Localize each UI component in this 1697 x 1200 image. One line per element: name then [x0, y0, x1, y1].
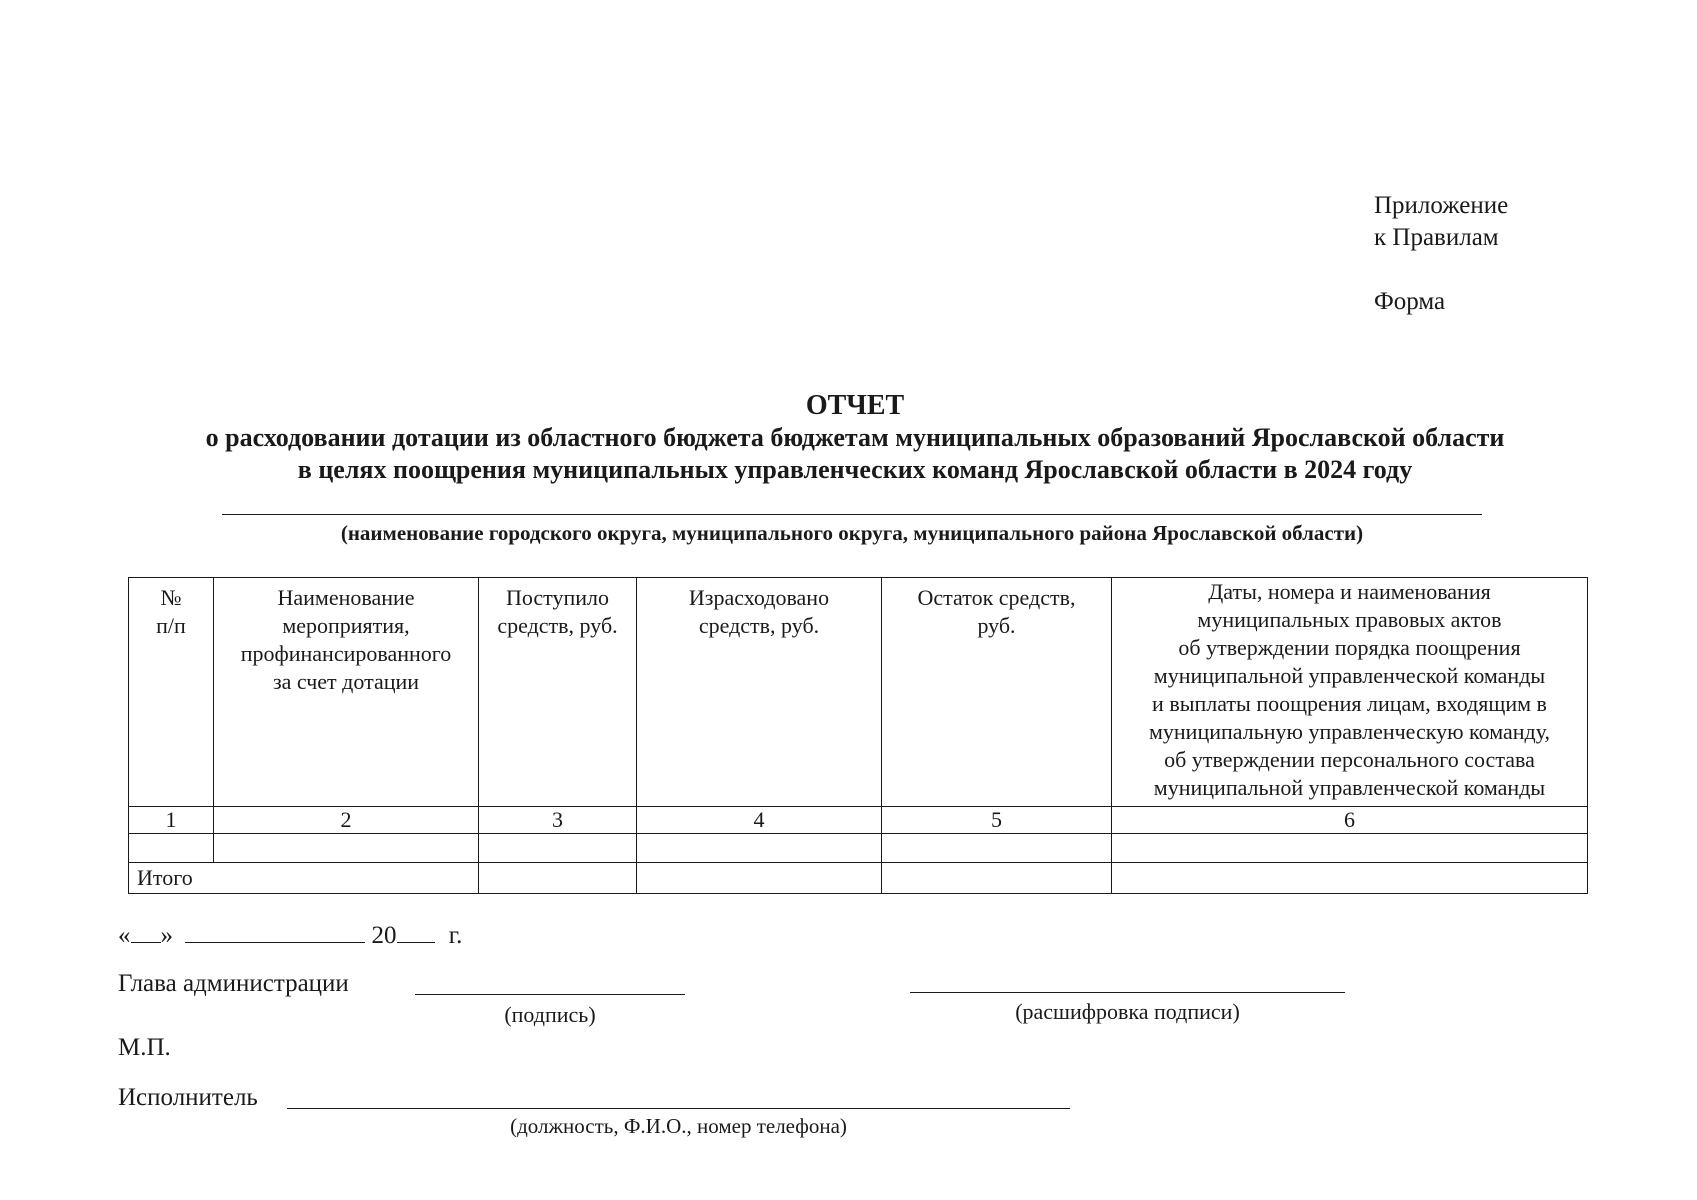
table-cell[interactable]	[129, 834, 214, 863]
column-header-line: Даты, номера и наименования	[1208, 579, 1491, 604]
executor-line[interactable]	[287, 1108, 1070, 1109]
column-header-line: руб.	[977, 613, 1016, 638]
column-numbers-row	[129, 807, 1588, 834]
col-header-spent	[637, 578, 882, 807]
signature-decoding-line[interactable]	[910, 992, 1345, 993]
column-header-line: №	[160, 585, 182, 610]
col-header-number	[129, 578, 214, 807]
column-header-line: Израсходовано	[688, 585, 830, 610]
table-cell[interactable]	[637, 834, 882, 863]
column-number: 2	[214, 807, 479, 834]
stamp-place-label: М.П.	[118, 1034, 171, 1061]
column-header-line: муниципальную управленческую команду,	[1148, 719, 1551, 744]
column-number: 6	[1112, 807, 1588, 834]
col-header-activity	[214, 578, 479, 807]
year-prefix: 20	[371, 922, 397, 949]
col-header-legal-acts	[1112, 578, 1588, 807]
day-blank[interactable]	[131, 920, 161, 943]
form-label: Форма	[1374, 288, 1446, 315]
total-received-cell[interactable]	[479, 863, 637, 894]
executor-caption: (должность, Ф.И.О., номер телефона)	[510, 1114, 847, 1138]
year-suffix: г.	[448, 922, 463, 949]
table-cell[interactable]	[882, 834, 1112, 863]
appendix-block	[1374, 190, 1508, 254]
municipality-fill-line	[222, 514, 1482, 515]
column-header-line: об утверждении порядка поощрения	[1178, 635, 1521, 660]
table-cell[interactable]	[214, 834, 479, 863]
column-header-line: и выплаты поощрения лицам, входящим в	[1152, 691, 1547, 716]
total-balance-cell[interactable]	[882, 863, 1112, 894]
column-header-line: средств, руб.	[698, 613, 820, 638]
column-number: 5	[882, 807, 1112, 834]
column-number: 4	[637, 807, 882, 834]
column-header-line: Остаток средств,	[917, 585, 1076, 610]
column-header-line: Наименование	[277, 585, 415, 610]
year-blank[interactable]	[397, 920, 435, 943]
table-header-row	[129, 578, 1588, 807]
total-row	[129, 863, 1588, 894]
column-header-line: мероприятия,	[282, 613, 410, 638]
column-header-line: муниципальной управленческой команды	[1153, 663, 1546, 688]
appendix-label: Приложение	[1374, 192, 1509, 219]
signature-line[interactable]	[415, 994, 685, 995]
date-close-quote: »	[160, 922, 173, 949]
col-header-balance	[882, 578, 1112, 807]
table-cell[interactable]	[479, 834, 637, 863]
table-row	[129, 834, 1588, 863]
report-title: ОТЧЕТ	[805, 390, 905, 421]
column-header-line: муниципальной управленческой команды	[1153, 775, 1546, 800]
appendix-reference: к Правилам	[1374, 224, 1499, 251]
total-spent-cell[interactable]	[637, 863, 882, 894]
municipality-caption: (наименование городского округа, муниципального округа, муниципального района Ярославской области)	[340, 521, 1364, 545]
head-of-administration-label: Глава администрации	[118, 970, 349, 997]
column-number: 3	[479, 807, 637, 834]
date-open-quote: «	[118, 922, 131, 949]
table-cell[interactable]	[1112, 834, 1588, 863]
executor-label: Исполнитель	[118, 1084, 258, 1111]
col-header-received	[479, 578, 637, 807]
signature-caption: (подпись)	[504, 1002, 596, 1027]
report-subtitle-line2: в целях поощрения муниципальных управленческих команд Ярославской области в 2024 году	[297, 455, 1413, 484]
report-table	[128, 577, 1588, 894]
column-number: 1	[129, 807, 214, 834]
column-header-line: за счет дотации	[272, 669, 420, 694]
total-legal-acts-cell[interactable]	[1112, 863, 1588, 894]
column-header-line: об утверждении персонального состава	[1164, 747, 1535, 772]
column-header-line: средств, руб.	[497, 613, 618, 638]
column-header-line: профинансированного	[240, 641, 452, 666]
column-header-line: п/п	[156, 613, 186, 638]
date-line	[118, 920, 462, 950]
report-subtitle-line1: о расходовании дотации из областного бюджета бюджетам муниципальных образований Ярославской области	[205, 423, 1505, 452]
column-header-line: муниципальных правовых актов	[1197, 607, 1502, 632]
report-subtitle	[0, 422, 1697, 486]
column-header-line: Поступило	[505, 585, 610, 610]
signature-decoding-caption: (расшифровка подписи)	[1015, 999, 1240, 1024]
total-label: Итого	[129, 863, 479, 894]
month-blank[interactable]	[185, 920, 365, 943]
